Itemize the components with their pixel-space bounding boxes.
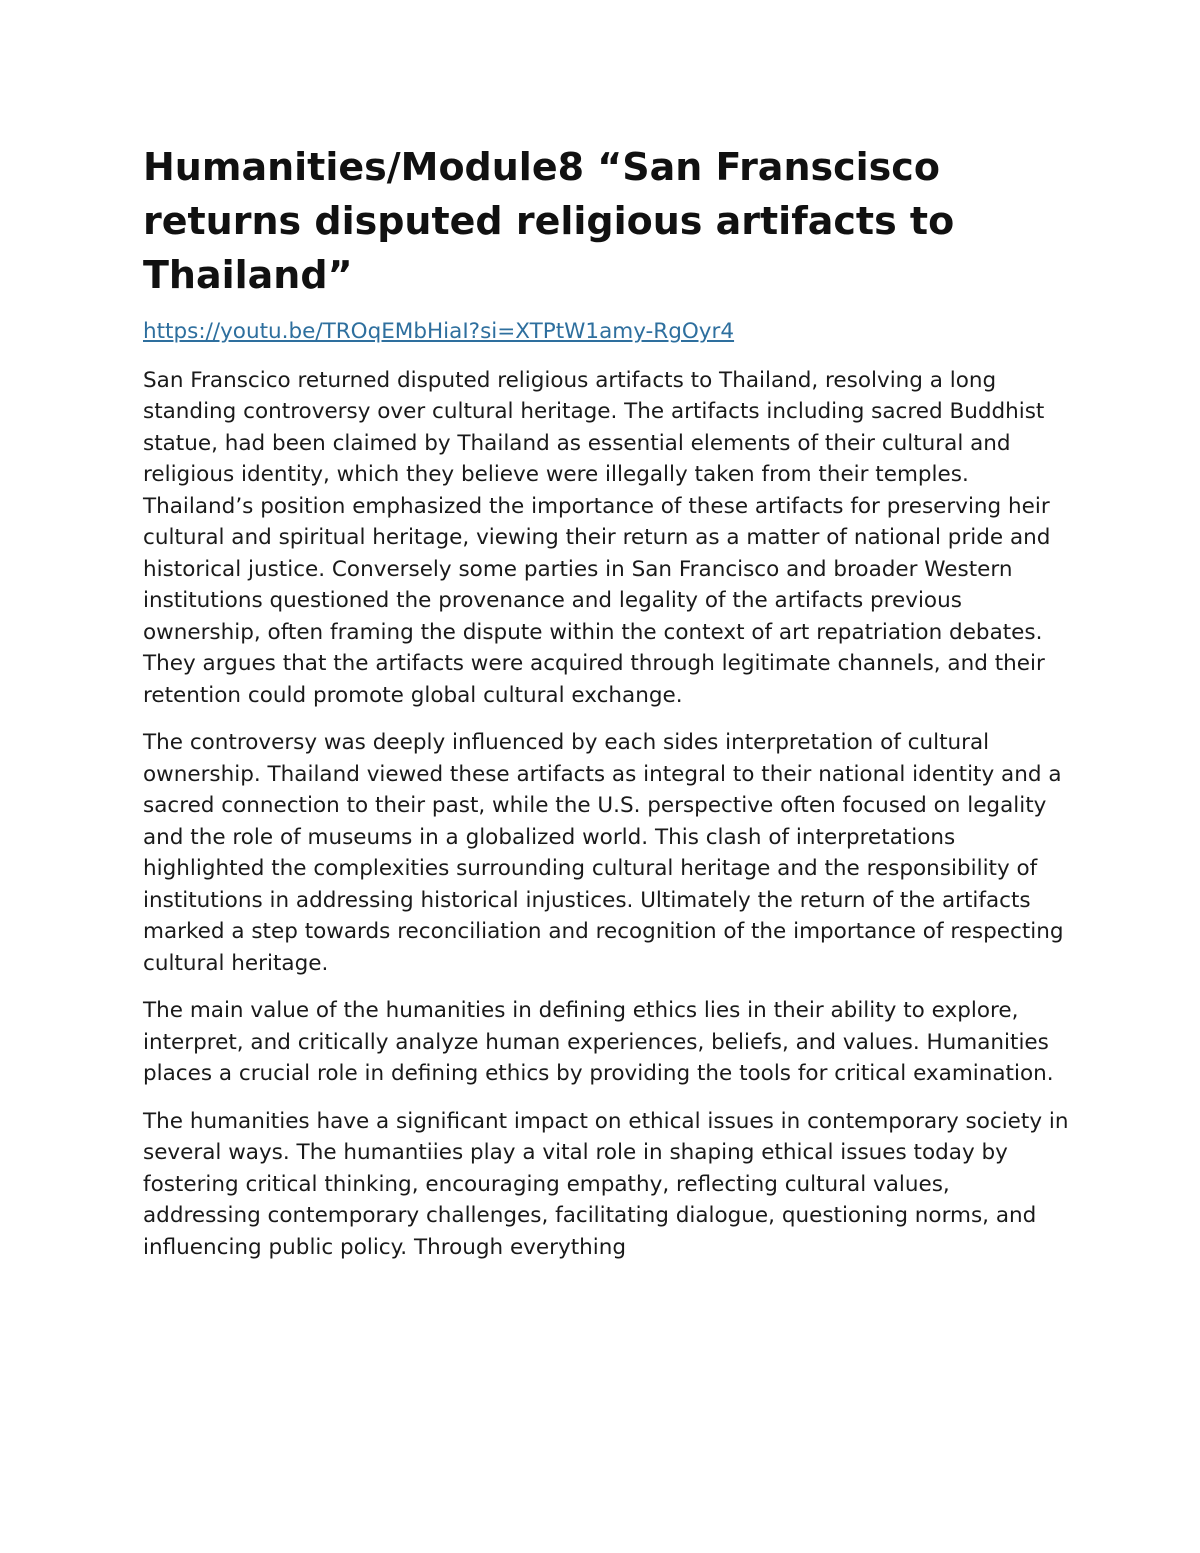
document-title: Humanities/Module8 “San Franscisco returns disputed religious artifacts to Thailand” (143, 145, 955, 297)
youtube-link[interactable]: https://youtu.be/TROqEMbHiaI?si=XTPtW1amy-RgOyr4 (143, 319, 735, 344)
paragraph-1: San Franscico returned disputed religious artifacts to Thailand, resolving a long standing controversy over cultural heritage. The artifacts including sacred Buddhist statue, had been claimed by Thailand as essential elements of their cultural and religious identity, which they believe were illegally taken from their temples. Thailand’s position emphasized the importance of these artifacts for preserving heir cultural and spiritual heritage, viewing their return as a matter of national pride and historical justice. Conversely some parties in San Francisco and broader Western institutions questioned the provenance and legality of the artifacts previous ownership, often framing the dispute within the context of art repatriation debates. They argues that the artifacts were acquired through legitimate channels, and their retention could promote global cultural exchange. (143, 367, 1051, 708)
paragraph-4: The humanities have a significant impact on ethical issues in contemporary society in several ways. The humantiies play a vital role in shaping ethical issues today by fostering critical thinking, encouraging empathy, reflecting cultural values, addressing contemporary challenges, facilitating dialogue, questioning norms, and influencing public policy. Through everything (143, 1108, 1069, 1260)
document-page (143, 140, 1073, 1279)
paragraph-2: The controversy was deeply influenced by each sides interpretation of cultural ownership. Thailand viewed these artifacts as integral to their national identity and a sacred connection to their past, while the U.S. perspective often focused on legality and the role of museums in a globalized world. This clash of interpretations highlighted the complexities surrounding cultural heritage and the responsibility of institutions in addressing historical injustices. Ultimately the return of the artifacts marked a step towards reconciliation and recognition of the importance of respecting cultural heritage. (143, 730, 1064, 976)
paragraph-3: The main value of the humanities in defining ethics lies in their ability to explore, interpret, and critically analyze human experiences, beliefs, and values. Humanities places a crucial role in defining ethics by providing the tools for critical examination. (143, 998, 1054, 1086)
